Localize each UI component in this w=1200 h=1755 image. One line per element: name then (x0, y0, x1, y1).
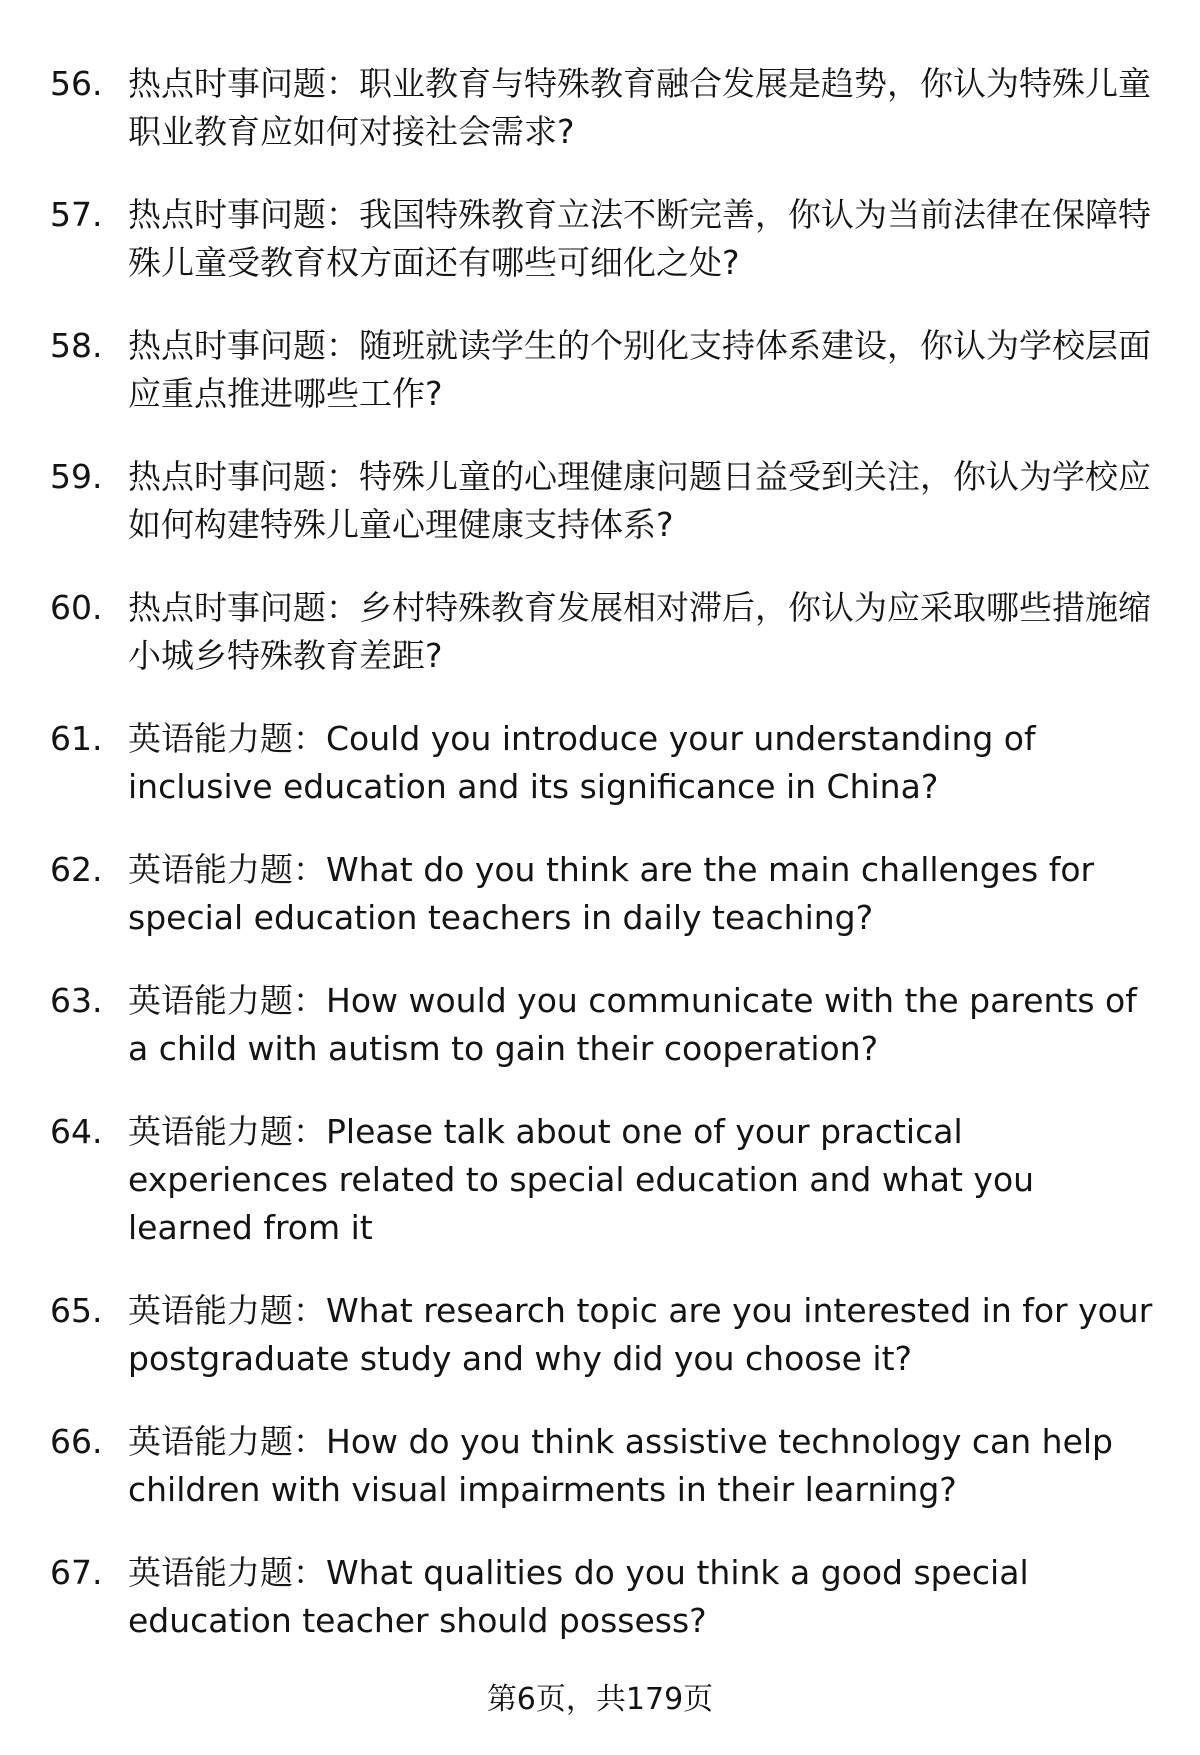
question-number: 56. (50, 64, 103, 103)
question-text: 热点时事问题：职业教育与特殊教育融合发展是趋势，你认为特殊儿童职业教育应如何对接社会需求? (128, 64, 1151, 151)
question-text: 热点时事问题：我国特殊教育立法不断完善，你认为当前法律在保障特殊儿童受教育权方面还有哪些可细化之处? (128, 195, 1151, 282)
question-text: 英语能力题：How do you think assistive technology can help children with visual impairments in their learning? (128, 1422, 1114, 1509)
question-item (50, 453, 1160, 549)
question-item (50, 322, 1160, 418)
question-text: 英语能力题：What qualities do you think a good special education teacher should possess? (128, 1553, 1029, 1640)
question-number: 63. (50, 981, 103, 1020)
question-item (50, 1418, 1160, 1514)
question-item (50, 1287, 1160, 1383)
question-number: 59. (50, 457, 103, 496)
question-number: 62. (50, 850, 103, 889)
question-item (50, 584, 1160, 680)
question-number: 67. (50, 1553, 103, 1592)
question-text: 英语能力题：What do you think are the main challenges for special education teachers in daily teaching? (128, 850, 1095, 937)
question-number: 57. (50, 195, 103, 234)
question-text: 英语能力题：How would you communicate with the parents of a child with autism to gain their cooperation? (128, 981, 1137, 1068)
question-number: 60. (50, 588, 103, 627)
question-item (50, 191, 1160, 287)
question-text: 热点时事问题：随班就读学生的个别化支持体系建设，你认为学校层面应重点推进哪些工作? (128, 326, 1151, 413)
page-footer: 第6页，共179页 (486, 1682, 714, 1717)
question-item (50, 977, 1160, 1073)
question-number: 61. (50, 719, 103, 758)
question-number: 64. (50, 1112, 103, 1151)
question-text: 热点时事问题：特殊儿童的心理健康问题日益受到关注，你认为学校应如何构建特殊儿童心理健康支持体系? (128, 457, 1151, 544)
question-text: 英语能力题：What research topic are you interested in for your postgraduate study and why did you choose it? (128, 1291, 1153, 1378)
question-text: 英语能力题：Please talk about one of your practical experiences related to special education and what you learned from it (128, 1112, 1035, 1247)
question-item (50, 1108, 1160, 1252)
question-number: 65. (50, 1291, 103, 1330)
question-text: 热点时事问题：乡村特殊教育发展相对滞后，你认为应采取哪些措施缩小城乡特殊教育差距? (128, 588, 1151, 675)
question-item (50, 60, 1160, 156)
question-number: 58. (50, 326, 103, 365)
question-item (50, 1549, 1160, 1645)
question-list (50, 60, 1160, 1680)
question-number: 66. (50, 1422, 103, 1461)
question-text: 英语能力题：Could you introduce your understanding of inclusive education and its significance in China? (128, 719, 1036, 806)
question-item (50, 715, 1160, 811)
question-item (50, 846, 1160, 942)
